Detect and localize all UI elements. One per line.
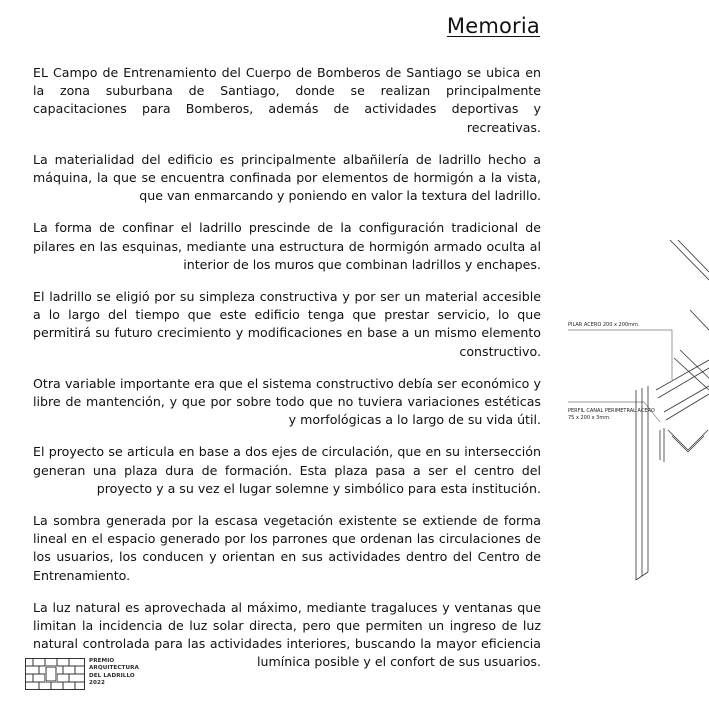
rafter bbox=[664, 386, 709, 412]
premio-logo bbox=[25, 656, 175, 696]
paragraph-brick-choice: El ladrillo se eligió por su simpleza constructiva y por ser un material accesible a lo largo del tiempo que este edificio tenga que prestar servicio, lo que permitirá su futuro crecimiento y modificaciones en base a un mismo elemento constructivo. bbox=[33, 289, 541, 359]
brace bbox=[688, 436, 704, 452]
logo-line-ladrillo: DEL LADRILLO bbox=[89, 672, 135, 679]
logo-line-arquitectura: ARQUITECTURA bbox=[89, 665, 139, 672]
brace bbox=[668, 430, 688, 450]
page-title: Memoria bbox=[446, 14, 540, 38]
logo-line-year: 2022 bbox=[89, 679, 105, 686]
paragraph-circulation: El proyecto se articula en base a dos ejes de circulación, que en su intersección generan una plaza dura de formación. Esta plaza pasa a ser el centro del proyecto y a su vez el lugar solemne y simbólico para esta institución. bbox=[33, 444, 541, 496]
rafter bbox=[656, 360, 709, 390]
structural-detail-drawing bbox=[560, 240, 709, 600]
paragraph-materiality: La materialidad del edificio es principalmente albañilería de ladrillo hecho a máquina, la que se encuentra confinada por elementos de hormigón a la vista, que van enmarcando y poniendo en valor la textura del ladrillo. bbox=[33, 151, 541, 204]
brace bbox=[672, 436, 688, 452]
diagonal-member bbox=[678, 240, 709, 272]
paragraph-construction-system: Otra variable importante era que el sistema constructivo debía ser económico y libre de mantención, y que por sobre todo que no tuviera variaciones estéticas y morfológicas a lo largo de su vida útil. bbox=[33, 375, 541, 428]
brick-logo-icon bbox=[25, 658, 85, 690]
logo-line-premio: PREMIO bbox=[89, 658, 115, 664]
paragraph-natural-light: La luz natural es aprovechada al máximo, mediante tragaluces y ventanas que limitan la incidencia de luz solar directa, pero que permiten un ingreso de luz natural controlada para las actividades interiores, buscando la mayor eficiencia lumínica posible y el confort de sus usuarios. bbox=[33, 599, 541, 670]
paragraph-shade: La sombra generada por la escasa vegetación existente se extiende de forma lineal en el espacio generado por los parrones que ordenan las circulaciones de los usuarios, los conducen y orientan en sus actividades dentro del Centro de Entrenamiento. bbox=[33, 513, 541, 583]
diagonal-member bbox=[670, 240, 709, 280]
memoria-text bbox=[33, 64, 541, 686]
label-perfil-line2: 75 x 200 x 3mm. bbox=[568, 415, 611, 421]
diagonal-member bbox=[690, 310, 709, 330]
brace bbox=[688, 430, 708, 450]
paragraph-location: EL Campo de Entrenamiento del Cuerpo de Bomberos de Santiago se ubica en la zona suburbana de Santiago, donde se realizan principalmente capacitaciones para Bomberos, además de actividades deportivas y recreativas. bbox=[33, 65, 541, 135]
paragraph-confinement: La forma de confinar el ladrillo prescinde de la configuración tradicional de pilares en las esquinas, mediante una estructura de hormigón armado oculta al interior de los muros que combinan ladrillos y enchapes. bbox=[33, 220, 541, 272]
label-perfil-line1: PERFIL CANAL PERIMETRAL ACERO bbox=[568, 408, 655, 414]
label-pilar: PILAR ACERO 200 x 200mm. bbox=[568, 322, 640, 328]
logo-text bbox=[89, 658, 139, 687]
